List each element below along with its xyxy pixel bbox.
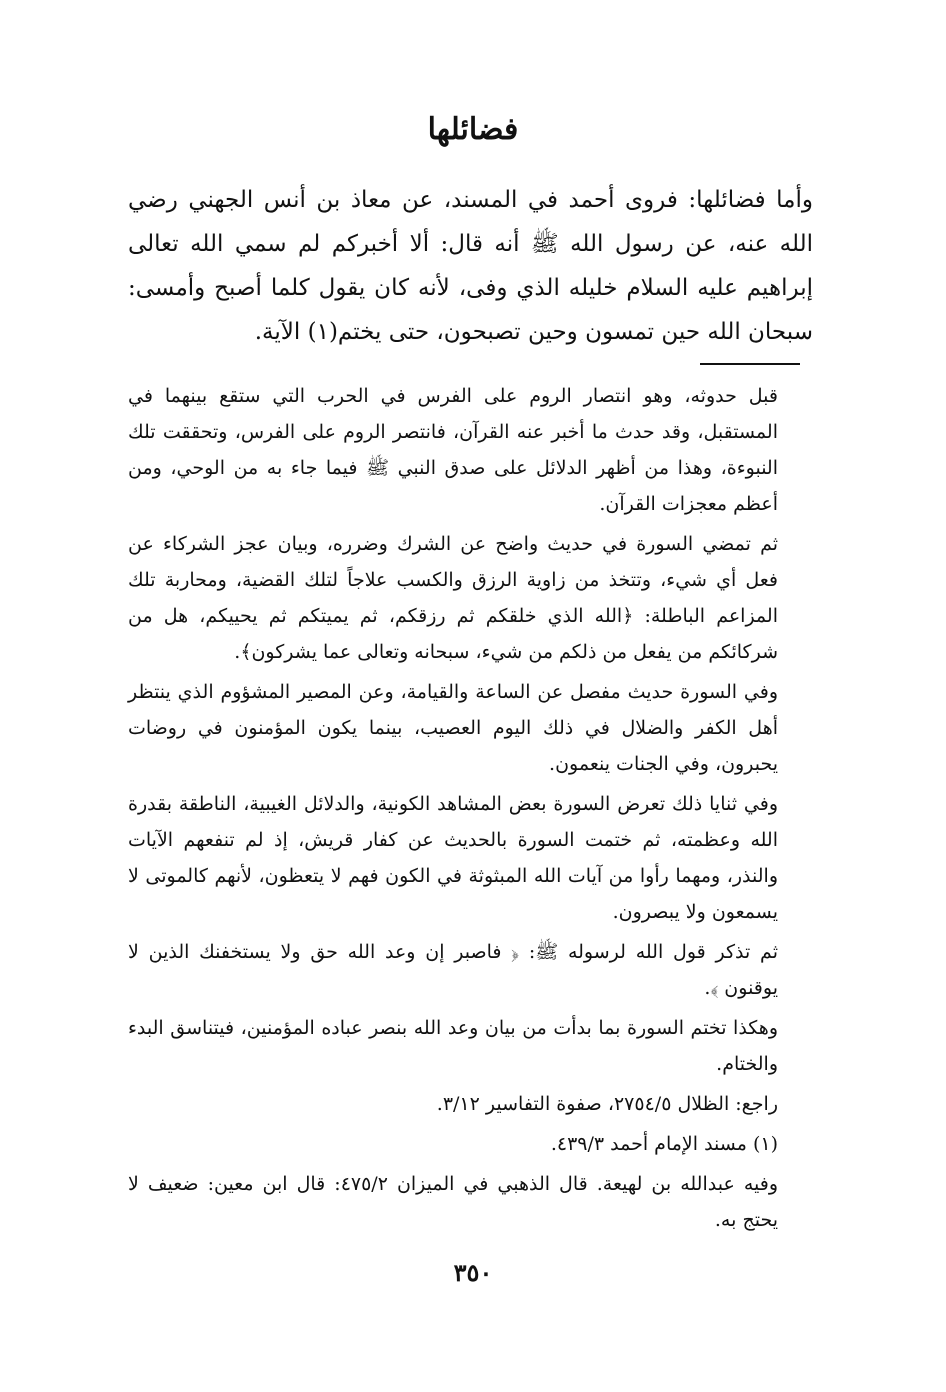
reference-line: راجع: الظلال ٢٧٥٤/٥، صفوة التفاسير ٣/١٢. xyxy=(436,1093,778,1115)
note-paragraph: وهكذا تختم السورة بما بدأت من بيان وعد الله بنصر عباده المؤمنين، فيتناسق البدء والختام. xyxy=(128,1017,778,1075)
footnote-separator xyxy=(700,363,800,365)
note-paragraph: وفي السورة حديث مفصل عن الساعة والقيامة، وعن المصير المشؤوم الذي ينتظر أهل الكفر والضلال في ذلك اليوم العصيب، بينما يكون المؤمنون في روضات يحبرون، وفي الجنات ينعمون. xyxy=(128,681,778,775)
footnote-comment: وفيه عبدالله بن لهيعة. قال الذهبي في الميزان ٤٧٥/٢: قال ابن معين: ضعيف لا يحتج به. xyxy=(128,1173,778,1231)
note-paragraph: ثم تمضي السورة في حديث واضح عن الشرك وضرره، وبيان عجز الشركاء عن فعل أي شيء، وتتخذ من زاوية الرزق والكسب علاجاً لتلك القضية، ومحاربة تلك المزاعم الباطلة: ﴿الله الذي خلقكم ثم رزقكم، ثم يميتكم ثم يحييكم، هل من شركائكم من يفعل من ذلكم من شيء، سبحانه وتعالى عما يشركون﴾. xyxy=(128,533,778,663)
note-paragraph: وفي ثنايا ذلك تعرض السورة بعض المشاهد الكونية، والدلائل الغيبية، الناطقة بقدرة الله وعظمته، ثم ختمت السورة بالحديث عن كفار قريش، إذ لم تنفعهم الآيات والنذر، ومهما رأوا من آيات الله المبثوثة في الكون فهم لا يتعظون، لأنهم كالموتى لا يسمعون ولا يبصرون. xyxy=(128,793,778,923)
note-paragraph: ثم تذكر قول الله لرسوله ﷺ: ﴿ فاصبر إن وعد الله حق ولا يستخفنك الذين لا يوقنون ﴾. xyxy=(128,941,778,999)
section-heading: فضائلها xyxy=(427,112,519,147)
page-number: ٣٥٠ xyxy=(453,1258,493,1287)
note-paragraph: قبل حدوثه، وهو انتصار الروم على الفرس في الحرب التي ستقع بينهما في المستقبل، وقد حدث ما أخبر عنه القرآن، فانتصر الروم على الفرس، وتحققت تلك النبوءة، وهذا من أظهر الدلائل على صدق النبي ﷺ فيما جاء به من الوحي، ومن أعظم معجزات القرآن. xyxy=(128,385,778,515)
footnotes xyxy=(128,378,778,1242)
main-paragraph: وأما فضائلها: فروى أحمد في المسند، عن معاذ بن أنس الجهني رضي الله عنه، عن رسول الله ﷺ أنه قال: ألا أخبركم لم سمي الله تعالى إبراهيم عليه السلام خليله الذي وفى، لأنه كان يقول كلما أصبح وأمسى: سبحان الله حين تمسون وحين تصبحون، حتى يختم(١) الآية. xyxy=(128,187,813,345)
footnote-citation: (١) مسند الإمام أحمد ٤٣٩/٣. xyxy=(550,1133,778,1155)
